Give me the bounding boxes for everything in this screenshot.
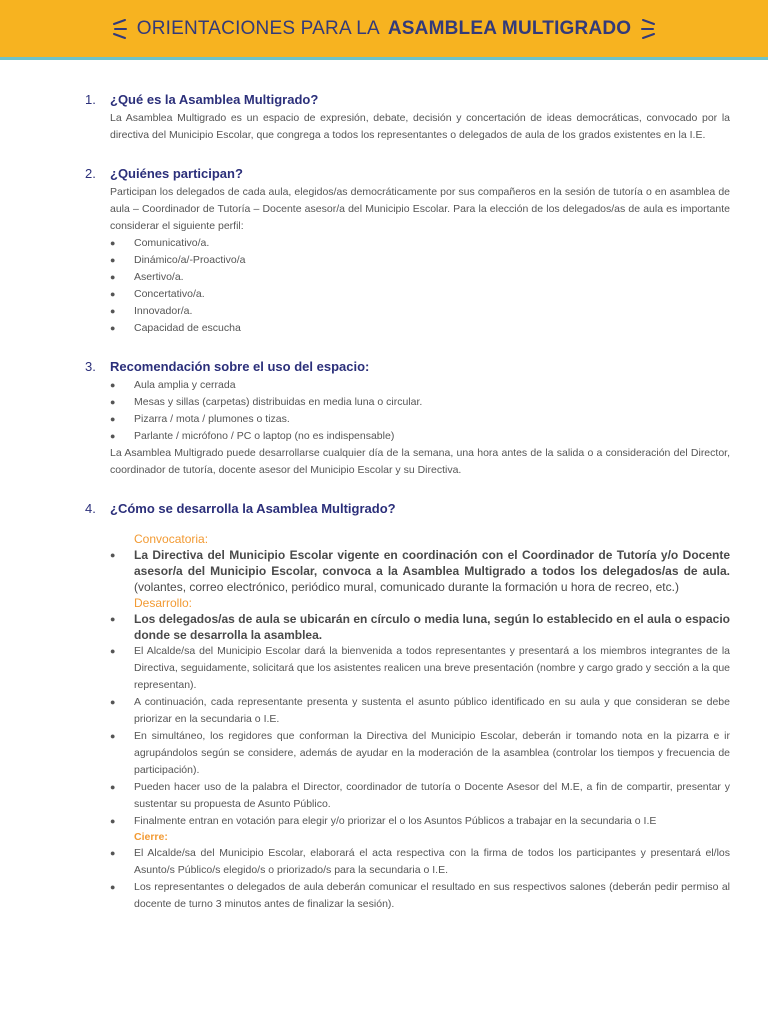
page-title: [111, 18, 658, 40]
bullet-icon: ●: [110, 238, 116, 248]
bullet-icon: ●: [110, 255, 116, 265]
header-divider: [0, 57, 768, 60]
space-list: [110, 377, 730, 445]
bullet-icon: ●: [110, 731, 116, 741]
list-item: ● Capacidad de escucha: [110, 320, 730, 337]
bullet-icon: ●: [110, 646, 116, 656]
bullet-icon: ●: [110, 289, 116, 299]
list-item: ● Asertivo/a.: [110, 269, 730, 286]
section-title: ¿Quiénes participan?: [110, 165, 243, 181]
bullet-icon: ●: [110, 614, 116, 624]
desarrollo-heading: Desarrollo:: [134, 596, 193, 610]
section-4: [85, 499, 730, 913]
list-item: ● Dinámico/a/-Proactivo/a: [110, 252, 730, 269]
section-number: 4.: [85, 500, 96, 516]
section-heading: [85, 164, 730, 182]
document-body: [85, 90, 730, 933]
list-item: ● Finalmente entran en votación para elegir y/o priorizar el o los Asuntos Públicos a trabajar en la secundaria o I.E: [110, 813, 730, 830]
list-item: ● El Alcalde/sa del Municipio Escolar dará la bienvenida a todos representantes y presentará a los miembros integrantes de la Directiva, seguidamente, solicitará que los asistentes realicen una breve presentación (nombre y cargo grado y sección a la que representan).: [110, 645, 730, 691]
list-item: ● A continuación, cada representante presenta y sustenta el asunto público identificado en su aula y que consideran se debe priorizar en la secundaria o I.E.: [110, 696, 730, 725]
bullet-icon: ●: [110, 816, 116, 826]
bullet-icon: ●: [110, 882, 116, 892]
list-item: ● Aula amplia y cerrada: [110, 377, 730, 394]
right-deco-icon: [639, 18, 657, 40]
bullet-icon: ●: [110, 848, 116, 858]
bullet-icon: ●: [110, 272, 116, 282]
convocatoria-heading: Convocatoria:: [134, 532, 209, 546]
list-item: ● Comunicativo/a.: [110, 235, 730, 252]
section-title: Recomendación sobre el uso del espacio:: [110, 358, 370, 374]
bullet-icon: ●: [110, 380, 116, 390]
list-item: ● El Alcalde/sa del Municipio Escolar, elaborará el acta respectiva con la firma de todos los participantes y presentará el/los Asunto/s Público/s elegido/s o priorizado/s para la secundaria o I.E.: [110, 847, 730, 876]
list-item: ● Innovador/a.: [110, 303, 730, 320]
list-item: ● Los representantes o delegados de aula deberán comunicar el resultado en sus respectivos salones (deberán pedir permiso al docente de turno 3 minutos antes de finalizar la sesión).: [110, 881, 730, 910]
section-paragraph: La Asamblea Multigrado puede desarrollarse cualquier día de la semana, una hora antes de la salida o a consideración del Director, coordinador de tutoría, docente asesor del Municipio Escolar y su Directiva.: [110, 447, 730, 476]
section-heading: [85, 90, 730, 108]
section-number: 1.: [85, 91, 96, 107]
section-1: [85, 90, 730, 144]
bullet-icon: ●: [110, 782, 116, 792]
bullet-icon: ●: [110, 306, 116, 316]
left-deco-icon: [111, 18, 129, 40]
list-item: ● En simultáneo, los regidores que conforman la Directiva del Municipio Escolar, deberán ir tomando nota en la pizarra e ir agrupándolos según se considere, además de ayudar en la moderación de la asamblea (controlar los tiempos y frecuencia de participación).: [110, 730, 730, 776]
section-title: ¿Cómo se desarrolla la Asamblea Multigrado?: [110, 500, 396, 516]
bullet-icon: ●: [110, 431, 116, 441]
section-3: [85, 357, 730, 479]
title-bold: ASAMBLEA MULTIGRADO: [387, 17, 632, 39]
cierre-heading: Cierre:: [134, 831, 168, 843]
header-bar: [0, 0, 768, 57]
bullet-icon: ●: [110, 414, 116, 424]
bullet-icon: ●: [110, 697, 116, 707]
list-item: ● Pueden hacer uso de la palabra el Director, coordinador de tutoría o Docente Asesor del M.E, a fin de compartir, presentar y sustentar su propuesta de Asunto Público.: [110, 781, 730, 810]
cierre-list: [110, 845, 730, 913]
convocatoria-list: [110, 547, 730, 595]
section-2: [85, 164, 730, 337]
profile-list: [110, 235, 730, 337]
section-heading: [85, 499, 730, 517]
list-item: ● Los delegados/as de aula se ubicarán en círculo o media luna, según lo establecido en el aula o espacio donde se desarrolla la asamblea.: [110, 612, 730, 642]
section-number: 2.: [85, 165, 96, 181]
bullet-icon: ●: [110, 397, 116, 407]
list-item: ● Concertativo/a.: [110, 286, 730, 303]
list-item: ● Mesas y sillas (carpetas) distribuidas en media luna o circular.: [110, 394, 730, 411]
title-regular: ORIENTACIONES PARA LA: [136, 17, 380, 39]
bullet-icon: ●: [110, 550, 116, 560]
section-paragraph: La Asamblea Multigrado es un espacio de expresión, debate, decisión y concertación de ideas democráticas, convocado por la directiva del Municipio Escolar, que congrega a todos los representantes o delegados de aula de los grados existentes en la I.E.: [110, 112, 730, 141]
section-heading: [85, 357, 730, 375]
list-item: ● Parlante / micrófono / PC o laptop (no es indispensable): [110, 428, 730, 445]
bullet-icon: ●: [110, 323, 116, 333]
section-number: 3.: [85, 358, 96, 374]
section-paragraph: Participan los delegados de cada aula, elegidos/as democráticamente por sus compañeros en la sesión de tutoría o en asamblea de aula – Coordinador de Tutoría – Docente asesor/a del Municipio Escolar. Para la elección de los delegados/as de aula es importante considerar el siguiente perfil:: [110, 186, 730, 232]
list-item: ● Pizarra / mota / plumones o tizas.: [110, 411, 730, 428]
section-title: ¿Qué es la Asamblea Multigrado?: [110, 91, 319, 107]
desarrollo-list: [110, 611, 730, 830]
list-item: ● La Directiva del Municipio Escolar vigente en coordinación con el Coordinador de Tutoría y/o Docente asesor/a del Municipio Escolar, convoca a la Asamblea Multigrado a todos los delegados/as de aula. (volantes, correo electrónico, periódico mural, comunicado durante la formación u hora de recreo, etc.): [110, 548, 730, 594]
